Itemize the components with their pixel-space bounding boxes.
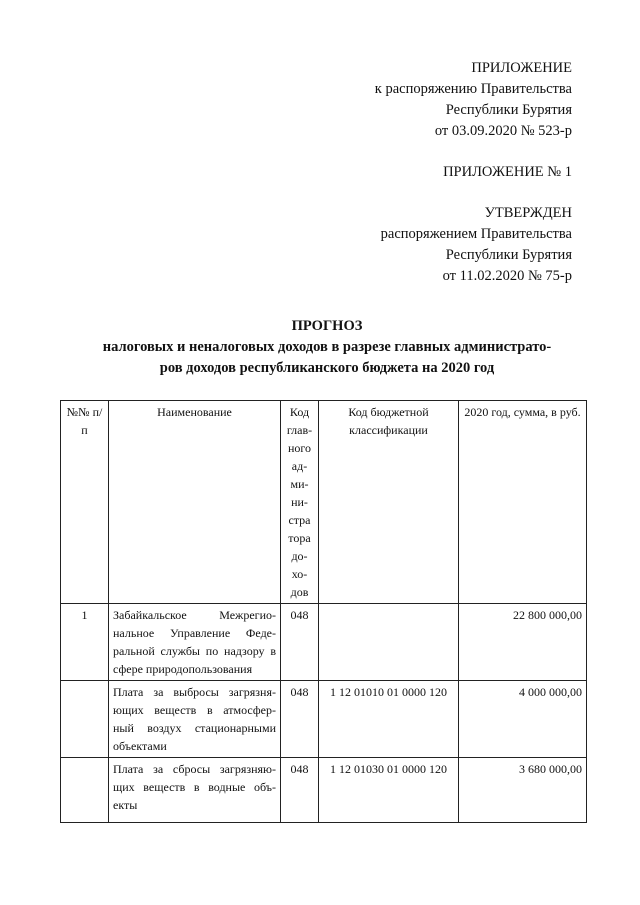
row-num	[61, 758, 109, 823]
row-name: Плата за сбросы загрязняю- щих веществ в водные объ- екты	[109, 758, 281, 823]
row-kbk: 1 12 01030 01 0000 120	[319, 758, 459, 823]
table-row	[61, 604, 587, 681]
header-sum: 2020 год, сумма, в руб.	[459, 401, 587, 604]
appendix-block	[375, 58, 572, 142]
row-kbk: 1 12 01010 01 0000 120	[319, 681, 459, 758]
row-num	[61, 681, 109, 758]
document-title	[60, 316, 594, 379]
row-admin-code: 048	[281, 604, 319, 681]
row-admin-code: 048	[281, 758, 319, 823]
header-name: Наименование	[109, 401, 281, 604]
approved-heading: УТВЕРЖДЕН	[484, 205, 572, 221]
title-main: ПРОГНОЗ	[291, 318, 363, 334]
appendix-number: ПРИЛОЖЕНИЕ № 1	[443, 164, 572, 180]
appendix-line: к распоряжению Правительства	[374, 81, 572, 97]
appendix-line: Республики Бурятия	[445, 102, 572, 118]
appendix-date: от 03.09.2020 № 523-р	[434, 123, 572, 139]
appendix-number-block	[443, 162, 572, 183]
approved-date: от 11.02.2020 № 75-р	[442, 268, 572, 284]
row-name: Забайкальское Межрегио- нальное Управление Феде- ральной службы по надзору в сфере природопользования	[109, 604, 281, 681]
approved-block	[381, 203, 572, 287]
header-admin-code: Код глав- ного ад- ми- ни- стра тора до- хо- дов	[281, 401, 319, 604]
row-sum: 22 800 000,00	[459, 604, 587, 681]
row-name: Плата за выбросы загрязня- ющих веществ в атмосфер- ный воздух стационарными объектами	[109, 681, 281, 758]
table-row	[61, 681, 587, 758]
table-header-row	[61, 401, 587, 604]
approved-line: распоряжением Правительства	[380, 226, 572, 242]
row-sum: 3 680 000,00	[459, 758, 587, 823]
forecast-table	[60, 400, 587, 823]
approved-line: Республики Бурятия	[445, 247, 572, 263]
table-row	[61, 758, 587, 823]
row-num: 1	[61, 604, 109, 681]
appendix-heading: ПРИЛОЖЕНИЕ	[471, 60, 572, 76]
title-line: ров доходов республиканского бюджета на 2020 год	[159, 360, 495, 376]
header-kbk: Код бюджетной классификации	[319, 401, 459, 604]
title-line: налоговых и неналоговых доходов в разрезе главных администрато-	[102, 339, 552, 355]
row-admin-code: 048	[281, 681, 319, 758]
row-sum: 4 000 000,00	[459, 681, 587, 758]
header-num: №№ п/п	[61, 401, 109, 604]
row-kbk	[319, 604, 459, 681]
